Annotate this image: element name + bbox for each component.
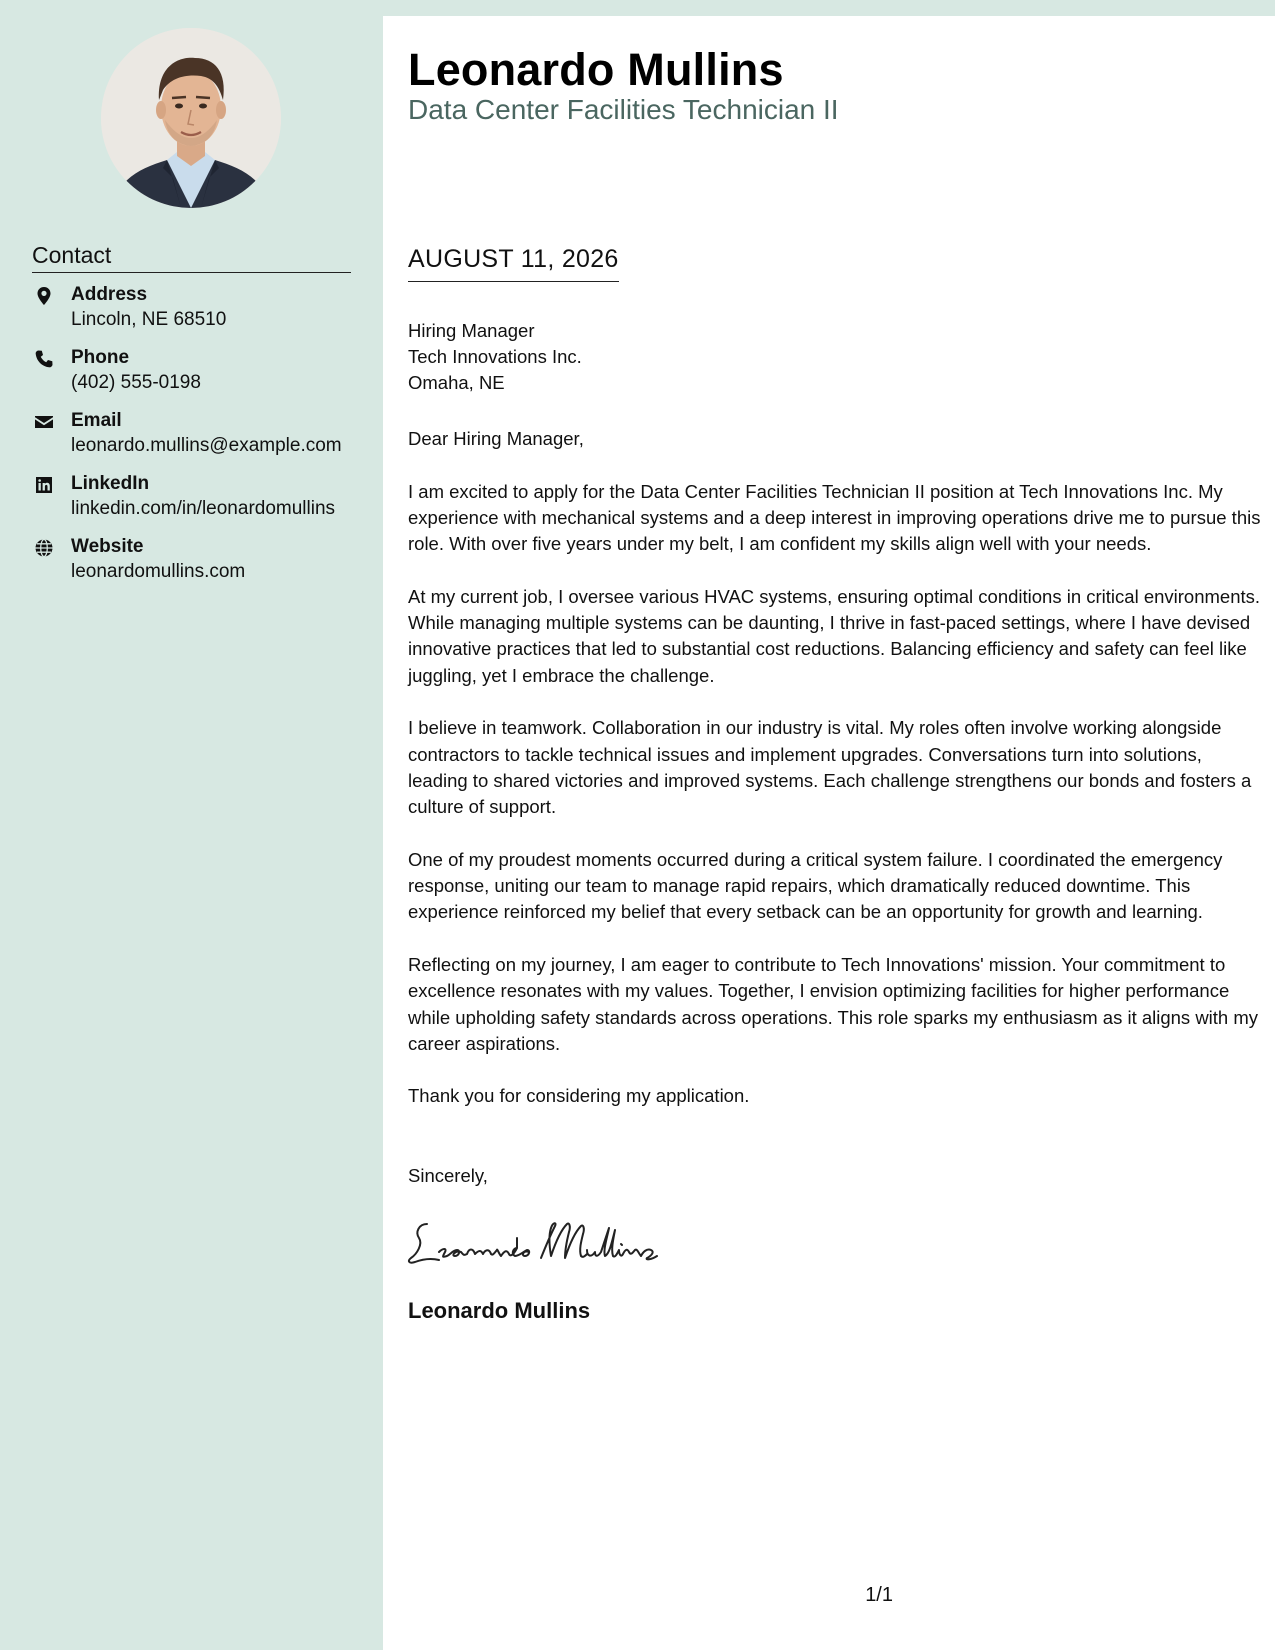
email-value[interactable]: leonardo.mullins@example.com bbox=[71, 435, 342, 456]
linkedin-icon bbox=[34, 475, 54, 495]
map-pin-icon bbox=[34, 286, 54, 306]
contact-label: Website bbox=[71, 536, 144, 557]
letter-page bbox=[383, 16, 1275, 1650]
paragraph: I am excited to apply for the Data Center Facilities Technician II position at Tech Innovations Inc. My experience with mechanical systems and a deep interest in improving operations drive me to pursue this role. With over five years under my belt, I am confident my skills align well with your needs. bbox=[408, 480, 1261, 555]
page-number: 1/1 bbox=[865, 1584, 893, 1606]
website-value[interactable]: leonardomullins.com bbox=[71, 561, 246, 582]
contact-item-website bbox=[32, 535, 362, 598]
letter-date: AUGUST 11, 2026 bbox=[408, 242, 619, 282]
contact-item-phone bbox=[32, 346, 362, 409]
contact-list bbox=[32, 283, 362, 598]
job-title: Data Center Facilities Technician II bbox=[408, 94, 839, 125]
contact-label: Address bbox=[71, 284, 148, 305]
phone-icon bbox=[34, 349, 54, 369]
contact-item-linkedin bbox=[32, 472, 362, 535]
recipient-company: Tech Innovations Inc. bbox=[408, 346, 582, 367]
contact-label: Phone bbox=[71, 347, 130, 368]
signer-name: Leonardo Mullins bbox=[408, 1298, 591, 1323]
contact-item-address bbox=[32, 283, 362, 346]
closing: Sincerely, bbox=[408, 1165, 488, 1186]
contact-item-email bbox=[32, 409, 362, 472]
avatar-portrait bbox=[101, 28, 281, 208]
recipient-block bbox=[408, 318, 582, 396]
recipient-name: Hiring Manager bbox=[408, 320, 535, 341]
email-icon bbox=[34, 412, 54, 432]
recipient-location: Omaha, NE bbox=[408, 372, 505, 393]
contact-label: Email bbox=[71, 410, 122, 431]
paragraph: Reflecting on my journey, I am eager to contribute to Tech Innovations' mission. Your commitment to excellence resonates with my values. Together, I envision optimizing facilities for higher performance while upholding safety standards across operations. This role sparks my enthusiasm as it aligns with my career aspirations. bbox=[408, 953, 1259, 1054]
salutation: Dear Hiring Manager, bbox=[408, 428, 584, 449]
paragraph: Thank you for considering my application. bbox=[408, 1085, 750, 1107]
avatar bbox=[101, 28, 281, 208]
letter-body bbox=[408, 426, 1263, 1136]
contact-label: LinkedIn bbox=[71, 473, 150, 494]
signature-image bbox=[405, 1214, 685, 1270]
phone-value[interactable]: (402) 555-0198 bbox=[71, 372, 201, 393]
candidate-name: Leonardo Mullins bbox=[408, 44, 784, 95]
sidebar bbox=[0, 0, 383, 1650]
paragraph: One of my proudest moments occurred during a critical system failure. I coordinated the emergency response, uniting our team to manage rapid repairs, which dramatically reduced downtime. This experience reinforced my belief that every setback can be an opportunity for growth and learning. bbox=[408, 848, 1223, 923]
paragraph: At my current job, I oversee various HVAC systems, ensuring optimal conditions in critical environments. While managing multiple systems can be daunting, I thrive in fast-paced settings, where I have devised innovative practices that led to substantial cost reductions. Balancing efficiency and safety can feel like juggling, yet I embrace the challenge. bbox=[408, 585, 1261, 686]
address-value: Lincoln, NE 68510 bbox=[71, 309, 227, 330]
paragraph: I believe in teamwork. Collaboration in our industry is vital. My roles often involve working alongside contractors to tackle technical issues and implement upgrades. Conversations turn into solutions, leading to shared victories and improved systems. Each challenge strengthens our bonds and fosters a culture of support. bbox=[408, 717, 1252, 818]
linkedin-value[interactable]: linkedin.com/in/leonardomullins bbox=[71, 498, 336, 519]
globe-icon bbox=[34, 538, 54, 558]
contact-heading: Contact bbox=[32, 240, 351, 273]
